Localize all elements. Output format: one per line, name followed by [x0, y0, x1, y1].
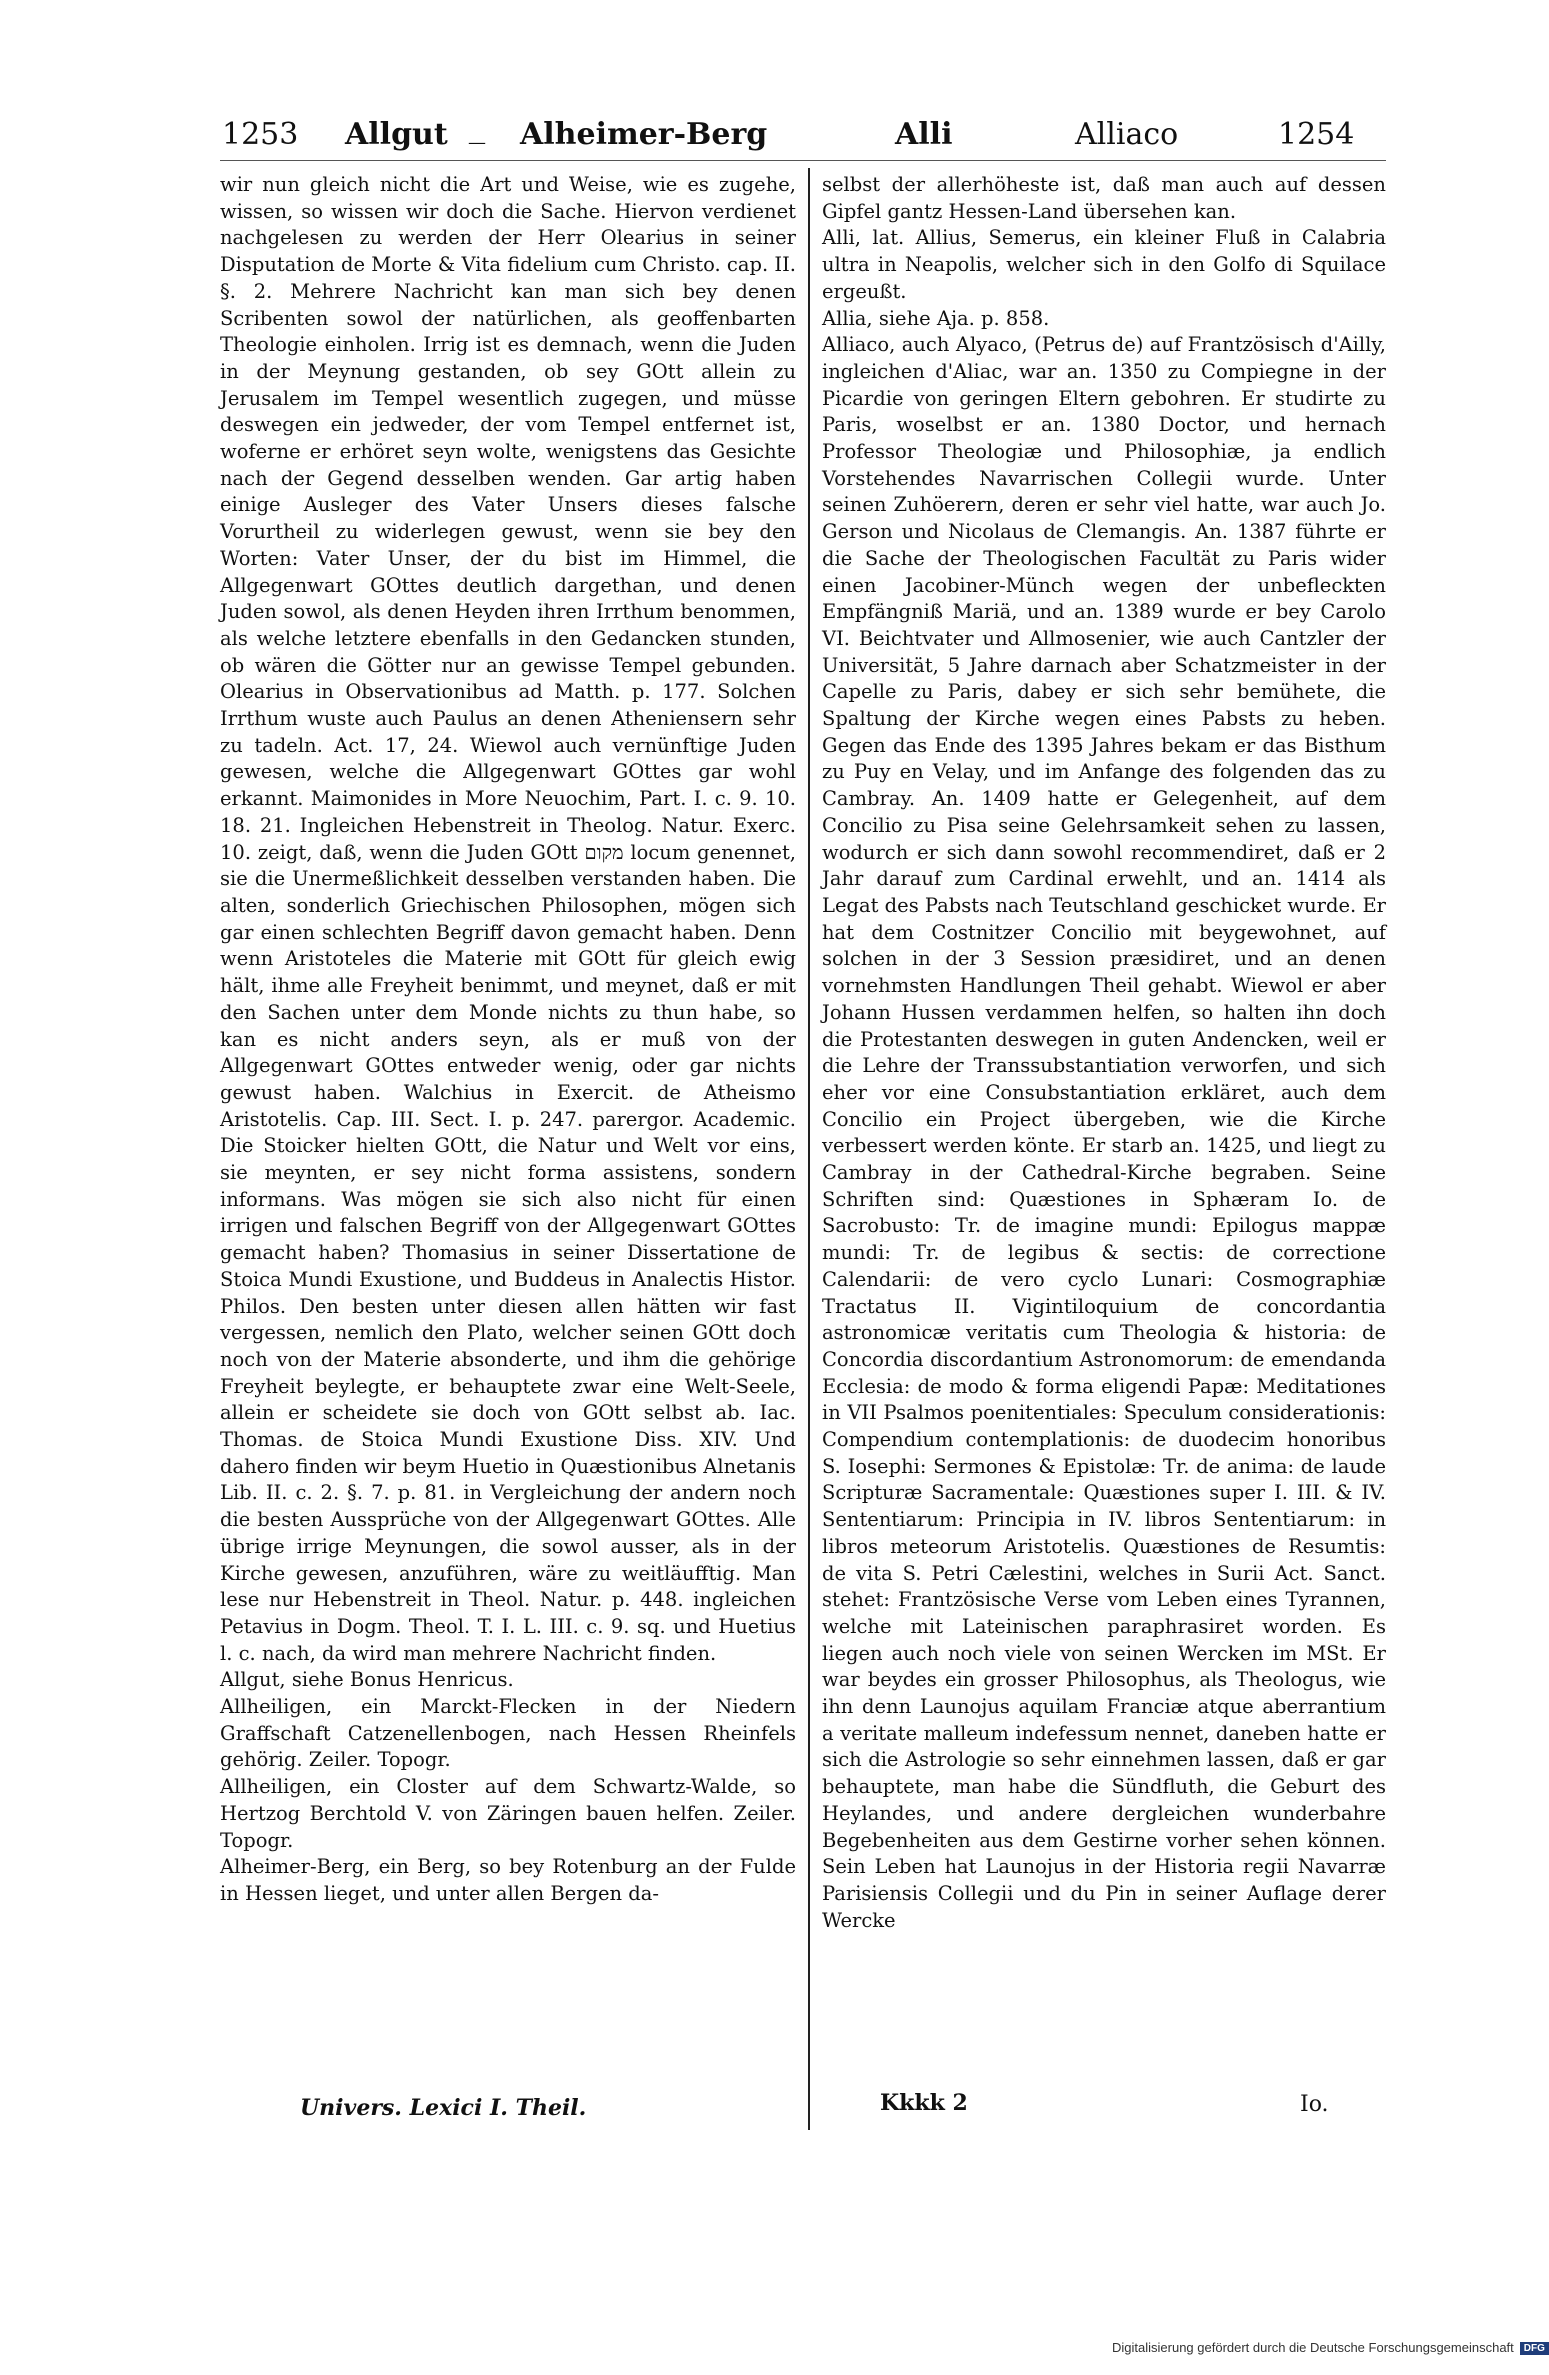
right-column [822, 172, 1386, 1934]
volume-footer: Univers. Lexici I. Theil. [300, 2095, 587, 2121]
entry-alliaco: Alliaco, auch Alyaco, (Petrus de) auf Frantzösisch d'Ailly, ingleichen d'Aliac, war an. 1350 zu Compiegne in der Picardie von geringen Eltern gebohren. Er studirte zu Paris, woselbst er an. 1380 Doctor, und hernach Professor Theologiæ und Philosophiæ, ja endlich Vorstehendes Navarrischen Collegii wurde. Unter seinen Zuhöerern, deren er sehr viel hatte, war auch Jo. Gerson und Nicolaus de Clemangis. An. 1387 führte er die Sache der Theologischen Facultät zu Paris wider einen Jacobiner-Münch wegen der unbefleckten Empfängniß Mariä, und an. 1389 wurde er bey Carolo VI. Beichtvater und Allmosenier, wie auch Cantzler der Universität, 5 Jahre darnach aber Schatzmeister in der Capelle zu Paris, dabey er sich sehr bemühete, die Spaltung der Kirche wegen eines Pabsts zu heben. Gegen das Ende des 1395 Jahres bekam er das Bisthum zu Puy en Velay, und im Anfange des folgenden das zu Cambray. An. 1409 hatte er Gelegenheit, auf dem Concilio zu Pisa seine Gelehrsamkeit sehen zu lassen, wodurch er sich dann sowohl recommendiret, daß er 2 Jahr darauf zum Cardinal erwehlt, und an. 1414 als Legat des Pabsts nach Teutschland geschicket wurde. Er hat dem Costnitzer Concilio mit beygewohnet, auf solchen in der 3 Session præsidiret, und an denen vornehmsten Handlungen Theil gehabt. Wiewol er aber Johann Hussen verdammen helfen, so halten ihn doch die Protestanten deswegen in guten Andencken, weil er die Lehre der Transsubstantiation verworfen, und sich eher vor eine Consubstantiation erkläret, auch dem Concilio ein Project übergeben, wie die Kirche verbessert werden könte. Er starb an. 1425, und liegt zu Cambray in der Cathedral-Kirche begraben. Seine Schriften sind: Quæstiones in Sphæram Io. de Sacrobusto: Tr. de imagine mundi: Epilogus mappæ mundi: Tr. de legibus & sectis: de correctione Calendarii: de vero cyclo Lunari: Cosmographiæ Tractatus II. Vigintiloquium de concordantia astronomicæ veritatis cum Theologia & historia: de Concordia discordantium Astronomorum: de emendanda Ecclesia: de modo & forma eligendi Papæ: Meditationes in VII Psalmos poenitentiales: Speculum considerationis: Compendium contemplationis: de duodecim honoribus S. Iosephi: Sermones & Epistolæ: Tr. de anima: de laude Scripturæ Sacramentale: Quæstiones super I. III. & IV. Sententiarum: Principia in IV. libros Sententiarum: in libros meteorum Aristotelis. Quæstiones de Resumtis: de vita S. Petri Cælestini, welches in Surii Act. Sanct. stehet: Frantzösische Verse vom Leben eines Tyrannen, welche mit Lateinischen paraphrasiret worden. Es liegen auch noch viele von seinen Wercken im MSt. Er war beydes ein grosser Philosophus, als Theologus, wie ihn denn Launojus aquilam Franciæ atque aberrantium a veritate malleum indefessum nennet, daneben hatte er sich die Astrologie so sehr einnehmen lassen, daß er gar behauptete, man habe die Sündfluth, die Geburt des Heylandes, und andere dergleichen wunderbahre Begebenheiten aus dem Gestirne vorher sehen können. Sein Leben hat Launojus in der Historia regii Navarræ Parisiensis Collegii und du Pin in seiner Auflage derer Wercke [822, 333, 1386, 1932]
left-running-head-start: Allgut [345, 117, 448, 152]
right-continuation: selbst der allerhöheste ist, daß man auch auf dessen Gipfel gantz Hessen-Land übersehen kan. [822, 173, 1386, 223]
signature-mark: Kkkk 2 [880, 2090, 968, 2116]
left-running-head-end: Alheimer-Berg [520, 117, 768, 152]
right-running-head-start: Alli [895, 117, 953, 152]
entry-alli: Alli, lat. Allius, Semerus, ein kleiner Fluß in Calabria ultra in Neapolis, welcher sich in den Golfo di Squilace ergeußt. [822, 226, 1386, 303]
right-page-number: 1254 [1278, 117, 1355, 152]
left-paragraph: wir nun gleich nicht die Art und Weise, wie es zugehe, wissen, so wissen wir doch die Sache. Hiervon verdienet nachgelesen zu werden der Herr Olearius in seiner Disputation de Morte & Vita fidelium cum Christo. cap. II. §. 2. Mehrere Nachricht kan man sich bey denen Scribenten sowol der natürlichen, als geoffenbarten Theologie einholen. Irrig ist es demnach, wenn die Juden in der Meynung gestanden, ob sey GOtt allein zu Jerusalem im Tempel wesentlich zugegen, und müsse deswegen ein jedweder, der vom Tempel entfernet ist, woferne er erhöret seyn wolte, wenigstens das Gesichte nach der Gegend desselben wenden. Gar artig haben einige Ausleger des Vater Unsers dieses falsche Vorurtheil zu widerlegen gewust, wenn sie bey den Worten: Vater Unser, der du bist im Himmel, die Allgegenwart GOttes deutlich dargethan, und denen Juden sowol, als denen Heyden ihren Irrthum benommen, als welche letztere ebenfalls in den Gedancken stunden, ob wären die Götter nur an gewisse Tempel gebunden. Olearius in Observationibus ad Matth. p. 177. Solchen Irrthum wuste auch Paulus an denen Atheniensern sehr zu tadeln. Act. 17, 24. Wiewol auch vernünftige Juden gewesen, welche die Allgegenwart GOttes gar wohl erkannt. Maimonides in More Neuochim, Part. I. c. 9. 10. 18. 21. Ingleichen Hebenstreit in Theolog. Natur. Exerc. 10. zeigt, daß, wenn die Juden GOtt מקום locum genennet, sie die Unermeßlichkeit desselben verstanden haben. Die alten, sonderlich Griechischen Philosophen, mögen sich gar einen schlechten Begriff davon gemacht haben. Denn wenn Aristoteles die Materie mit GOtt für gleich ewig hält, ihme alle Freyheit benimmt, und meynet, daß er mit den Sachen unter dem Monde nichts zu thun habe, so kan es nicht anders seyn, als er muß von der Allgegenwart GOttes entweder wenig, oder gar nichts gewust haben. Walchius in Exercit. de Atheismo Aristotelis. Cap. III. Sect. I. p. 247. parergor. Academic. Die Stoicker hielten GOtt, die Natur und Welt vor eins, sie meynten, er sey nicht forma assistens, sondern informans. Was mögen sie sich also nicht für einen irrigen und falschen Begriff von der Allgegenwart GOttes gemacht haben? Thomasius in seiner Dissertatione de Stoica Mundi Exustione, und Buddeus in Analectis Histor. Philos. Den besten unter diesen allen hätten wir fast vergessen, nemlich den Plato, welcher seinen GOtt doch noch von der Materie absonderte, und ihm die gehörige Freyheit beylegte, er behauptete zwar eine Welt-Seele, allein er scheidete sie doch von GOtt selbst ab. Iac. Thomas. de Stoica Mundi Exustione Diss. XIV. Und dahero finden wir beym Huetio in Quæstionibus Alnetanis Lib. II. c. 2. §. 7. p. 81. in Vergleichung der andern noch die besten Aussprüche von der Allgegenwart GOttes. Alle übrige irrige Meynungen, die sowol ausser, als in der Kirche gewesen, anzuführen, wäre zu weitläufftig. Man lese nur Hebenstreit in Theol. Natur. p. 448. ingleichen Petavius in Dogm. Theol. T. I. L. III. c. 9. sq. und Huetius l. c. nach, da wird man mehrere Nachricht finden. [220, 173, 796, 1665]
right-running-head-end: Alliaco [1075, 117, 1179, 152]
header-rule [220, 160, 1386, 161]
credit-text: Digitalisierung gefördert durch die Deutsche Forschungsgemeinschaft [1112, 2340, 1514, 2355]
dfg-logo-icon: DFG [1520, 2342, 1549, 2355]
running-head-separator: — [468, 132, 486, 153]
entry-allheiligen-flecken: Allheiligen, ein Marckt-Flecken in der Niedern Graffschaft Catzenellenbogen, nach Hessen Rheinfels gehörig. Zeiler. Topogr. [220, 1695, 796, 1772]
entry-allgut: Allgut, siehe Bonus Henricus. [220, 1668, 514, 1692]
entry-allheiligen-closter: Allheiligen, ein Closter auf dem Schwartz-Walde, so Hertzog Berchtold V. von Zäringen bauen helfen. Zeiler. Topogr. [220, 1775, 796, 1852]
digitization-credit [1112, 2340, 1549, 2355]
entry-alheimer-berg: Alheimer-Berg, ein Berg, so bey Rotenburg an der Fulde in Hessen lieget, und unter allen Bergen da- [220, 1855, 796, 1905]
entry-allia: Allia, siehe Aja. p. 858. [822, 306, 1050, 330]
left-page-number: 1253 [222, 117, 299, 152]
left-column [220, 172, 796, 1908]
catchword: Io. [1300, 2092, 1329, 2117]
column-divider [808, 168, 810, 2130]
